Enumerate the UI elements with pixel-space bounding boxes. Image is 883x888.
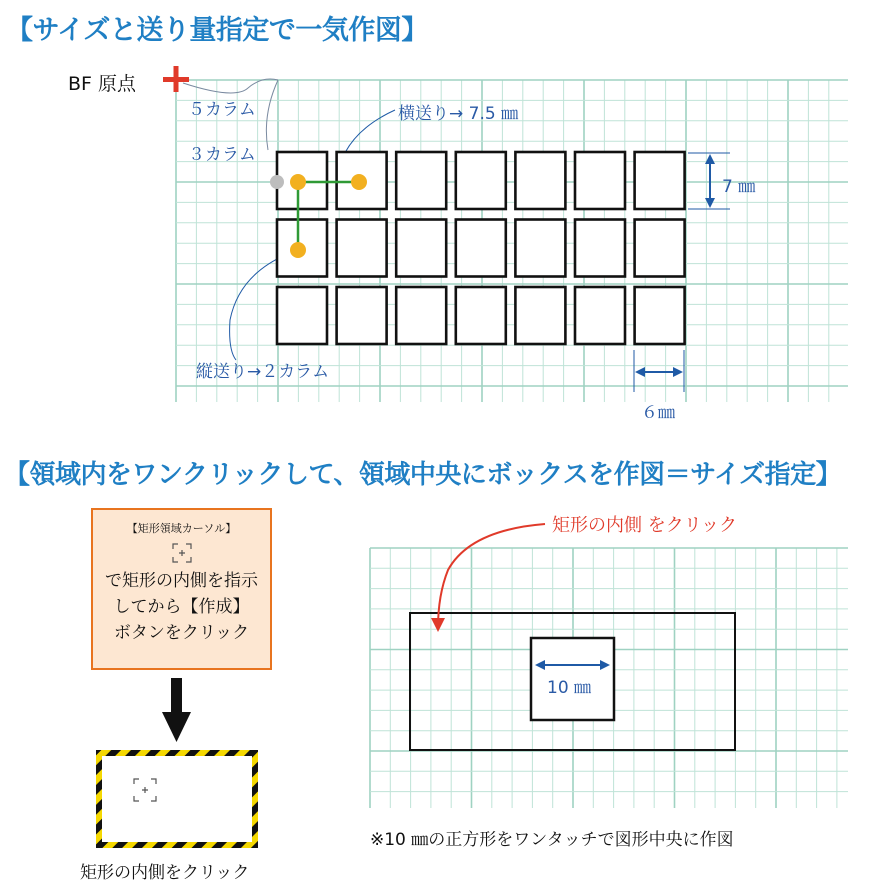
caption-left: 矩形の内側をクリック	[80, 863, 250, 883]
feed-dot-vertical	[290, 242, 306, 258]
section2-heading: 【領域内をワンクリックして、領域中央にボックスを作図＝サイズ指定】	[4, 460, 842, 490]
callout-line3: ボタンをクリック	[113, 623, 250, 643]
label-3col: ３カラム	[188, 145, 256, 165]
leader-5col	[183, 79, 278, 93]
origin-label: BF 原点	[68, 73, 137, 95]
array-box	[575, 152, 625, 209]
feed-dot-horizontal	[351, 174, 367, 190]
array-box	[396, 152, 446, 209]
array-box	[515, 287, 565, 344]
callout-line1: で矩形の内側を指示	[105, 571, 258, 591]
instruction-callout	[91, 508, 272, 670]
start-dot	[270, 175, 284, 189]
array-box	[337, 220, 387, 277]
array-box	[515, 220, 565, 277]
array-box	[337, 287, 387, 344]
leader-3col	[266, 80, 278, 150]
label-horizontal-size: ６㎜	[641, 403, 675, 423]
feed-dot-origin	[290, 174, 306, 190]
array-box	[635, 220, 685, 277]
array-box	[635, 287, 685, 344]
section1-heading: 【サイズと送り量指定で一気作図】	[6, 15, 428, 46]
array-box	[277, 287, 327, 344]
red-instruction-label: 矩形の内側 をクリック	[552, 515, 738, 536]
callout-cursor-icon	[171, 542, 193, 564]
label-horizontal-feed: 横送り→ 7.5 ㎜	[398, 104, 519, 124]
array-box	[396, 220, 446, 277]
inner-dim-label: 10 ㎜	[547, 678, 592, 698]
array-box	[456, 287, 506, 344]
note-text: ※10 ㎜の正方形をワンタッチで図形中央に作図	[370, 830, 734, 850]
callout-title: 【矩形領域カーソル】	[126, 522, 237, 535]
callout-line2: してから【作成】	[113, 597, 250, 617]
label-vertical-size: 7 ㎜	[722, 177, 756, 197]
hazard-inner	[102, 756, 252, 842]
down-arrow-icon	[162, 678, 191, 742]
label-vertical-feed: 縦送り→２カラム	[196, 362, 330, 382]
label-5col: ５カラム	[188, 100, 256, 120]
array-box	[635, 152, 685, 209]
red-plus-icon	[163, 66, 189, 92]
array-box	[456, 220, 506, 277]
array-box	[515, 152, 565, 209]
array-box	[396, 287, 446, 344]
array-box	[575, 220, 625, 277]
array-box	[575, 287, 625, 344]
array-box	[456, 152, 506, 209]
